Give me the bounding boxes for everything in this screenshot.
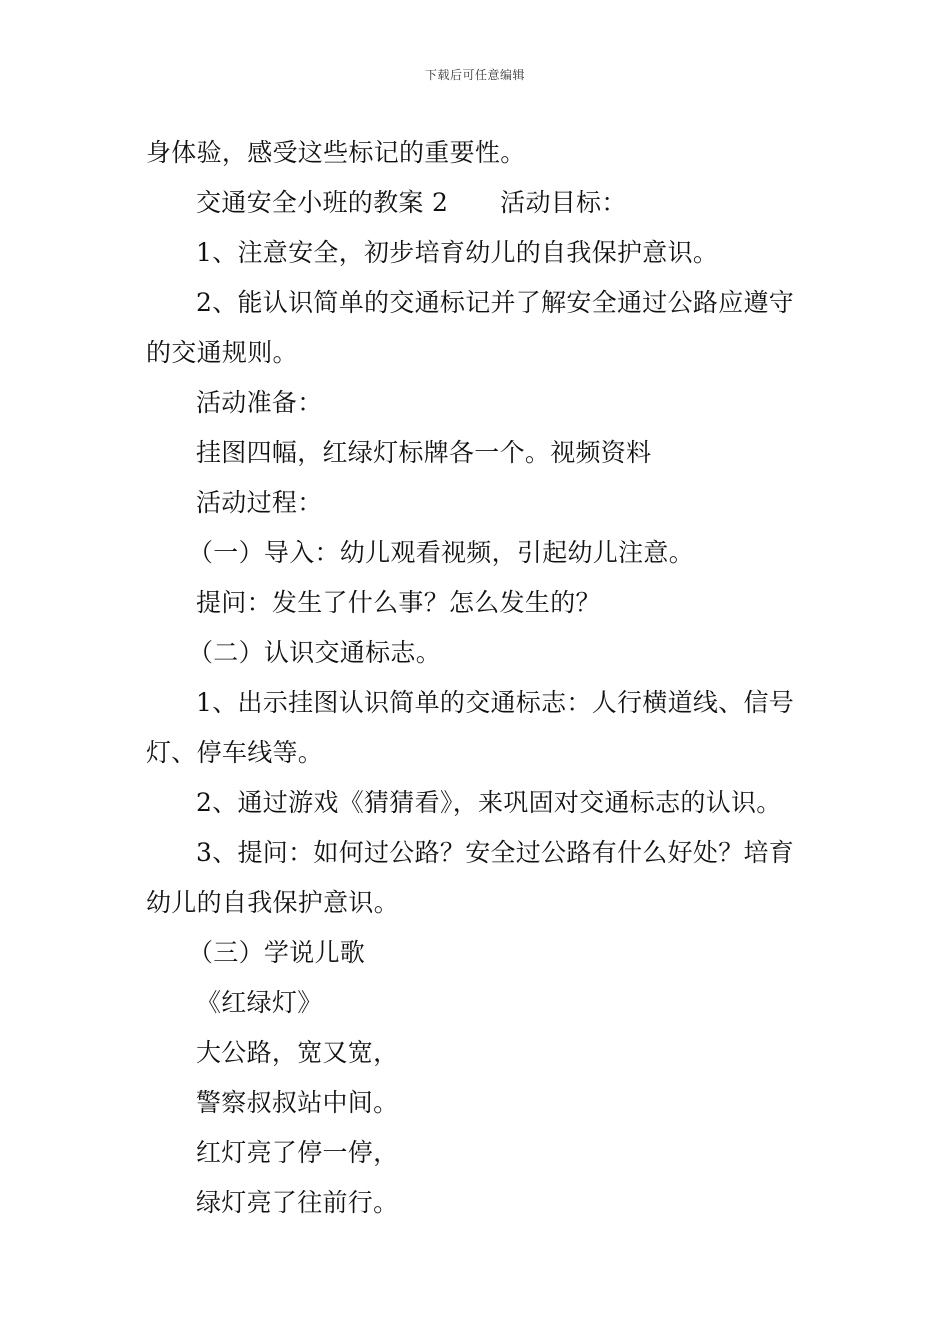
- list-item: 3、提问：如何过公路？安全过公路有什么好处？培育: [196, 838, 795, 867]
- objective-item: 2、能认识简单的交通标记并了解安全通过公路应遵守: [196, 288, 795, 317]
- paragraph-line: 身体验，感受这些标记的重要性。: [146, 138, 526, 167]
- document-body: [146, 128, 814, 1228]
- page-header: 下载后可任意编辑: [424, 68, 525, 82]
- paragraph-line: 的交通规则。: [146, 338, 298, 367]
- paragraph-line: 灯、停车线等。: [146, 738, 324, 767]
- objectives-heading: 活动目标：: [500, 188, 627, 217]
- paragraph-line: 挂图四幅，红绿灯标牌各一个。视频资料: [196, 438, 652, 467]
- section-heading-line: [146, 178, 814, 228]
- song-line: 警察叔叔站中间。: [196, 1088, 399, 1117]
- process-heading: 活动过程：: [196, 488, 323, 517]
- objective-item: 1、注意安全，初步培育幼儿的自我保护意识。: [196, 238, 719, 267]
- step-heading: （三）学说儿歌: [188, 938, 366, 967]
- preparation-heading: 活动准备：: [196, 388, 323, 417]
- lesson-title: 交通安全小班的教案 2: [196, 188, 449, 217]
- paragraph-line: 幼儿的自我保护意识。: [146, 888, 400, 917]
- step-heading: （一）导入：幼儿观看视频，引起幼儿注意。: [188, 538, 695, 567]
- song-line: 绿灯亮了往前行。: [196, 1188, 399, 1217]
- song-title: 《红绿灯》: [196, 988, 323, 1017]
- step-heading: （二）认识交通标志。: [188, 638, 442, 667]
- song-line: 大公路，宽又宽，: [196, 1038, 399, 1067]
- song-line: 红灯亮了停一停，: [196, 1138, 399, 1167]
- list-item: 2、通过游戏《猜猜看》，来巩固对交通标志的认识。: [196, 788, 782, 817]
- list-item: 1、出示挂图认识简单的交通标志：人行横道线、信号: [196, 688, 795, 717]
- paragraph-line: 提问：发生了什么事？怎么发生的？: [196, 588, 601, 617]
